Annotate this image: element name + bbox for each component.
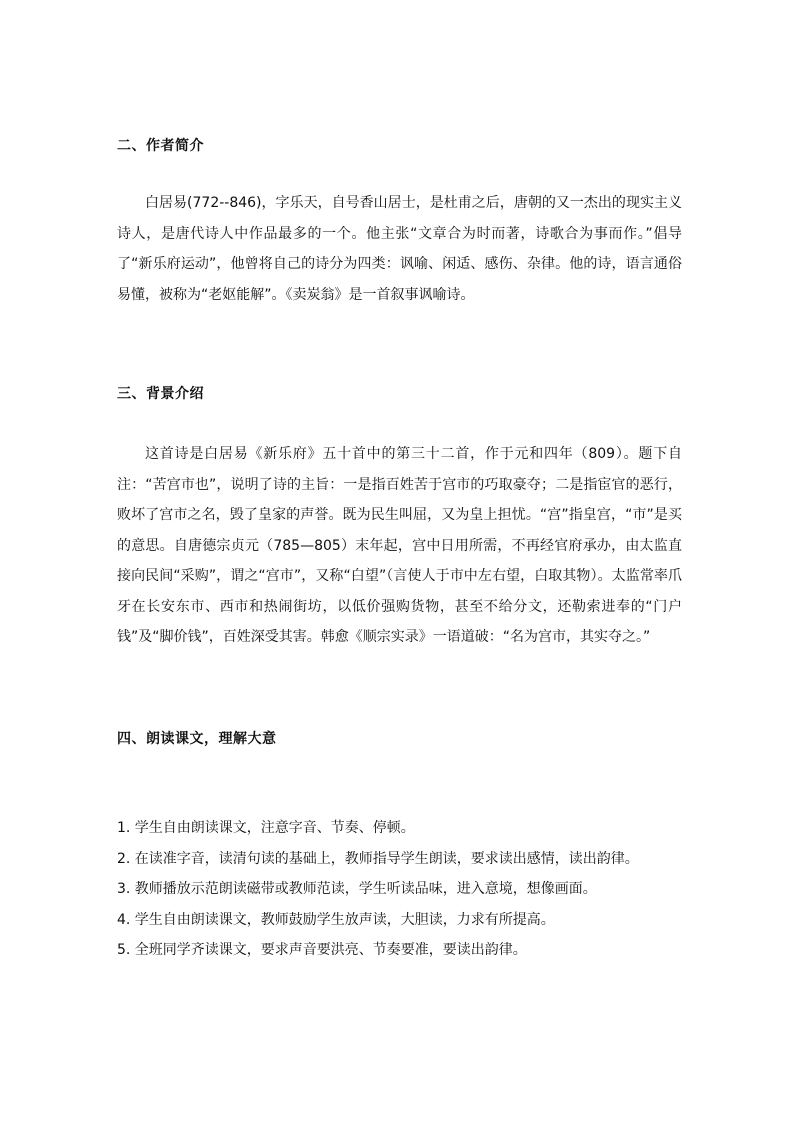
paragraph-background-intro: 这首诗是白居易《新乐府》五十首中的第三十二首，作于元和四年（809）。题下自注：“苦宫市也”，说明了诗的主旨：一是指百姓苦于宫市的巧取豪夺；二是指宦官的恶行，败坏了宫市之名，毁了皇家的声誉。既为民生叫屈，又为皇上担忧。“宫”指皇宫，“市”是买的意思。自唐德宗贞元（785—805）末年起，宫中日用所需，不再经官府承办，由太监直接向民间“采购”，谓之“宫市”，又称“白望”（言使人于市中左右望，白取其物）。太监常率爪牙在长安东市、西市和热闹街坊，以低价强购货物，甚至不给分文，还勒索进奉的“门户钱”及“脚价钱”，百姓深受其害。韩愈《顺宗实录》一语道破：“名为宫市，其实夺之。”: [117, 446, 682, 645]
section-heading-author: 二、作者简介: [117, 138, 204, 154]
list-item: 5. 全班同学齐读课文，要求声音要洪亮、节奏要准，要读出韵律。: [117, 942, 527, 958]
list-item: 4. 学生自由朗读课文，教师鼓励学生放声读，大胆读，力求有所提高。: [117, 911, 555, 928]
list-item: 3. 教师播放示范朗读磁带或教师范读，学生听读品味，进入意境，想像画面。: [117, 881, 597, 897]
section-heading-background: 三、背景介绍: [117, 386, 204, 402]
section-heading-reading: 四、朗读课文，理解大意: [117, 731, 277, 747]
reading-steps-list: [117, 813, 682, 966]
list-item: 1. 学生自由朗读课文，注意字音、节奏、停顿。: [117, 820, 415, 836]
paragraph-author-intro: 白居易(772--846)，字乐天，自号香山居士，是杜甫之后，唐朝的又一杰出的现实主义诗人，是唐代诗人中作品最多的一个。他主张“文章合为时而著，诗歌合为事而作。”倡导了“新乐府运动”，他曾将自己的诗分为四类：讽喻、闲适、感伤、杂律。他的诗，语言通俗易懂，被称为“老妪能解”。《卖炭翁》是一首叙事讽喻诗。: [117, 195, 682, 303]
list-item: 2. 在读准字音，读清句读的基础上，教师指导学生朗读，要求读出感情，读出韵律。: [117, 850, 639, 867]
